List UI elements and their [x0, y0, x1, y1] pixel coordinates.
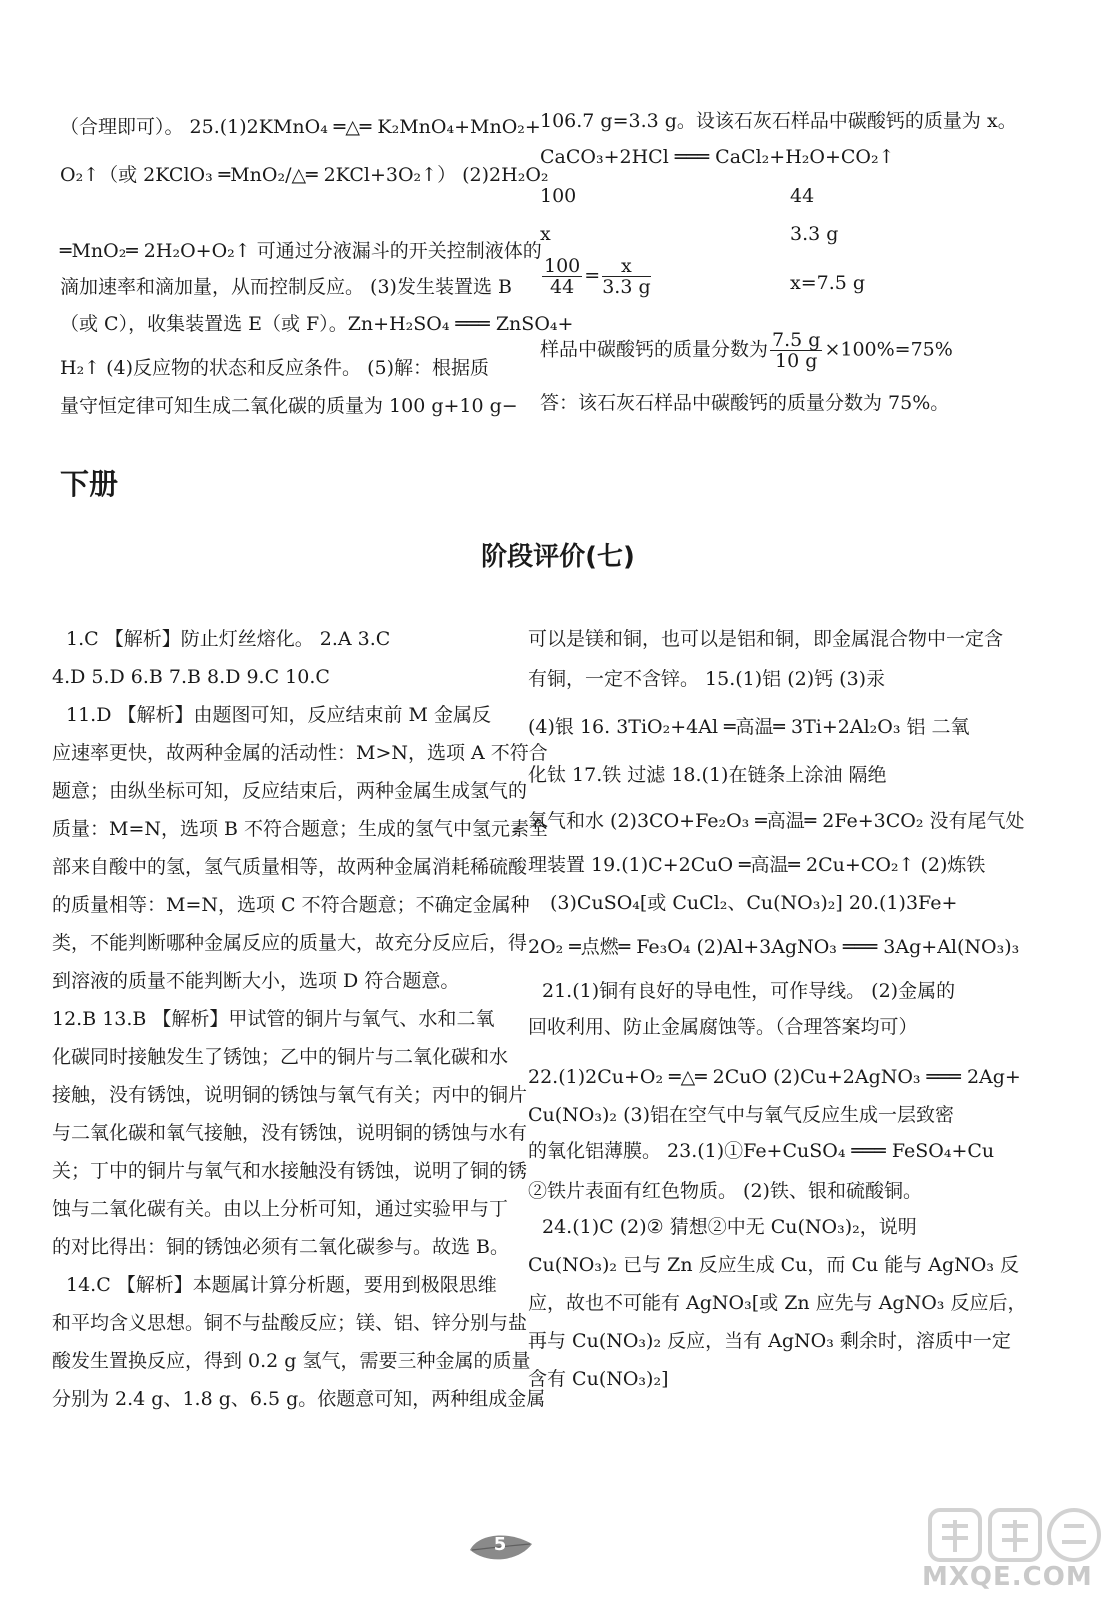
fraction: $\frac{100}{44}$: [544, 255, 581, 298]
text-line: 量守恒定律可知生成二氧化碳的质量为 100 g+10 g−: [60, 395, 518, 417]
proportion-line: $\frac{100}{44}$ = $\frac{x}{3.3 g}$: [544, 255, 651, 298]
fraction: $\frac{x}{3.3 g}$: [602, 255, 651, 298]
text-line: (4)银 16. 3TiO₂+4Al ═高温═ 3Ti+2Al₂O₃ 铝 二氧: [528, 716, 970, 738]
text-line: 应，故也不可能有 AgNO₃[或 Zn 应先与 AgNO₃ 反应后，: [528, 1292, 1027, 1314]
percentage-line: 样品中碳酸钙的质量分数为 $\frac{7.5 g}{10 g}$ ×100%=75%: [540, 329, 953, 372]
text-line: 4.D 5.D 6.B 7.B 8.D 9.C 10.C: [52, 666, 330, 688]
top-right-column: [540, 106, 1060, 436]
text-line: 关；丁中的铜片与氧气和水接触没有锈蚀，说明了铜的锈: [52, 1160, 528, 1182]
text-line: 分别为 2.4 g、1.8 g、6.5 g。依题意可知，两种组成金属: [52, 1388, 546, 1410]
section-title: 下册: [60, 467, 119, 501]
text-line: 类，不能判断哪种金属反应的质量大，故充分反应后，得: [52, 932, 528, 954]
fraction: $\frac{7.5 g}{10 g}$: [772, 329, 821, 372]
text-line: 部来自酸中的氢，氢气质量相等，故两种金属消耗稀硫酸: [52, 856, 528, 878]
text-line: (3)CuSO₄[或 CuCl₂、Cu(NO₃)₂] 20.(1)3Fe+: [550, 892, 958, 914]
text-line: Cu(NO₃)₂ (3)铝在空气中与氧气反应生成一层致密: [528, 1104, 954, 1126]
text-line: 化碳同时接触发生了锈蚀；乙中的铜片与二氧化碳和水: [52, 1046, 509, 1068]
text-line: （或 C），收集装置选 E（或 F）。Zn+H₂SO₄ ═══ ZnSO₄+: [60, 313, 574, 335]
mass-ratio-row: 100: [540, 185, 577, 207]
text-line: 化钛 17.铁 过滤 18.(1)在链条上涂油 隔绝: [528, 764, 887, 786]
text-line: 滴加速率和滴加量，从而控制反应。 (3)发生装置选 B: [60, 276, 512, 298]
text-line: ═MnO₂═ 2H₂O+O₂↑ 可通过分液漏斗的开关控制液体的: [60, 240, 542, 262]
text-line: 106.7 g=3.3 g。设该石灰石样品中碳酸钙的质量为 x。: [540, 110, 1017, 132]
text-line: 题意；由纵坐标可知，反应结束后，两种金属生成氢气的: [52, 780, 528, 802]
text-line: 酸发生置换反应，得到 0.2 g 氢气，需要三种金属的质量: [52, 1350, 531, 1372]
text-line: 14.C 【解析】本题属计算分析题，要用到极限思维: [66, 1274, 497, 1296]
text-line: 可以是镁和铜，也可以是铝和铜，即金属混合物中一定含: [528, 628, 1004, 650]
equation-line: CaCO₃+2HCl ═══ CaCl₂+H₂O+CO₂↑: [540, 146, 895, 168]
stage-title: 阶段评价(七): [481, 542, 635, 572]
text-line: ②铁片表面有红色物质。 (2)铁、银和硫酸铜。: [528, 1180, 922, 1202]
text-line: 回收利用、防止金属腐蚀等。（合理答案均可）: [528, 1016, 918, 1038]
page-number: 5: [493, 1534, 507, 1555]
text-line: 含有 Cu(NO₃)₂]: [528, 1368, 669, 1390]
text-line: 的质量相等：M=N，选项 C 不符合题意；不确定金属种: [52, 894, 530, 916]
text-line: 和平均含义思想。铜不与盐酸反应；镁、铝、锌分别与盐: [52, 1312, 528, 1334]
text-line: 再与 Cu(NO₃)₂ 反应，当有 AgNO₃ 剩余时，溶质中一定: [528, 1330, 1011, 1352]
text-line: 22.(1)2Cu+O₂ ═△═ 2CuO (2)Cu+2AgNO₃ ═══ 2Ag+: [528, 1066, 1021, 1088]
text-line: 的对比得出：铜的锈蚀必须有二氧化碳参与。故选 B。: [52, 1236, 510, 1258]
text-line: O₂↑（或 2KClO₃ ═MnO₂/△═ 2KCl+3O₂↑） (2)2H₂O₂: [60, 164, 549, 186]
text-line: 2O₂ ═点燃═ Fe₃O₄ (2)Al+3AgNO₃ ═══ 3Ag+Al(NO₃)₃: [528, 936, 1020, 958]
text-line: 的氧化铝薄膜。 23.(1)①Fe+CuSO₄ ═══ FeSO₄+Cu: [528, 1140, 995, 1162]
text-line: 蚀与二氧化碳有关。由以上分析可知，通过实验甲与丁: [52, 1198, 509, 1220]
watermark-text: MXQE.COM: [922, 1562, 1093, 1592]
text-line: 到溶液的质量不能判断大小，选项 D 符合题意。: [52, 970, 460, 992]
text-line: 11.D 【解析】由题图可知，反应结束前 M 金属反: [66, 704, 492, 726]
unknown-row: x: [540, 223, 551, 245]
answer-line: 答：该石灰石样品中碳酸钙的质量分数为 75%。: [540, 392, 950, 414]
text-line: 应速率更快，故两种金属的活动性：M>N，选项 A 不符合: [52, 742, 548, 764]
text-line: 理装置 19.(1)C+2CuO ═高温═ 2Cu+CO₂↑ (2)炼铁: [528, 854, 986, 876]
text-line: 接触，没有锈蚀，说明铜的锈蚀与氧气有关；丙中的铜片: [52, 1084, 528, 1106]
bottom-right-column: [528, 624, 1027, 1404]
text-line: 24.(1)C (2)② 猜想②中无 Cu(NO₃)₂，说明: [542, 1216, 917, 1238]
unknown-row: 3.3 g: [790, 223, 839, 245]
text-line: 有铜，一定不含锌。 15.(1)铝 (2)钙 (3)汞: [528, 668, 886, 690]
text-line: 与二氧化碳和氧气接触，没有锈蚀，说明铜的锈蚀与水有: [52, 1122, 528, 1144]
text-line: H₂↑ (4)反应物的状态和反应条件。 (5)解：根据质: [60, 357, 490, 379]
result-x: x=7.5 g: [790, 272, 866, 294]
text-line: 质量：M=N，选项 B 不符合题意；生成的氢气中氢元素全: [52, 818, 549, 840]
bottom-left-column: [52, 624, 549, 1424]
text-line: Cu(NO₃)₂ 已与 Zn 反应生成 Cu，而 Cu 能与 AgNO₃ 反: [528, 1254, 1020, 1276]
text-line: 12.B 13.B 【解析】甲试管的铜片与氧气、水和二氧: [52, 1008, 495, 1030]
mass-ratio-row: 44: [790, 185, 815, 207]
text-line: 21.(1)铜有良好的导电性，可作导线。 (2)金属的: [542, 980, 956, 1002]
text-line: （合理即可）。 25.(1)2KMnO₄ ═△═ K₂MnO₄+MnO₂+: [60, 116, 541, 138]
text-line: 1.C 【解析】防止灯丝熔化。 2.A 3.C: [66, 628, 391, 650]
text-line: 氧气和水 (2)3CO+Fe₂O₃ ═高温═ 2Fe+3CO₂ 没有尾气处: [528, 810, 1025, 832]
